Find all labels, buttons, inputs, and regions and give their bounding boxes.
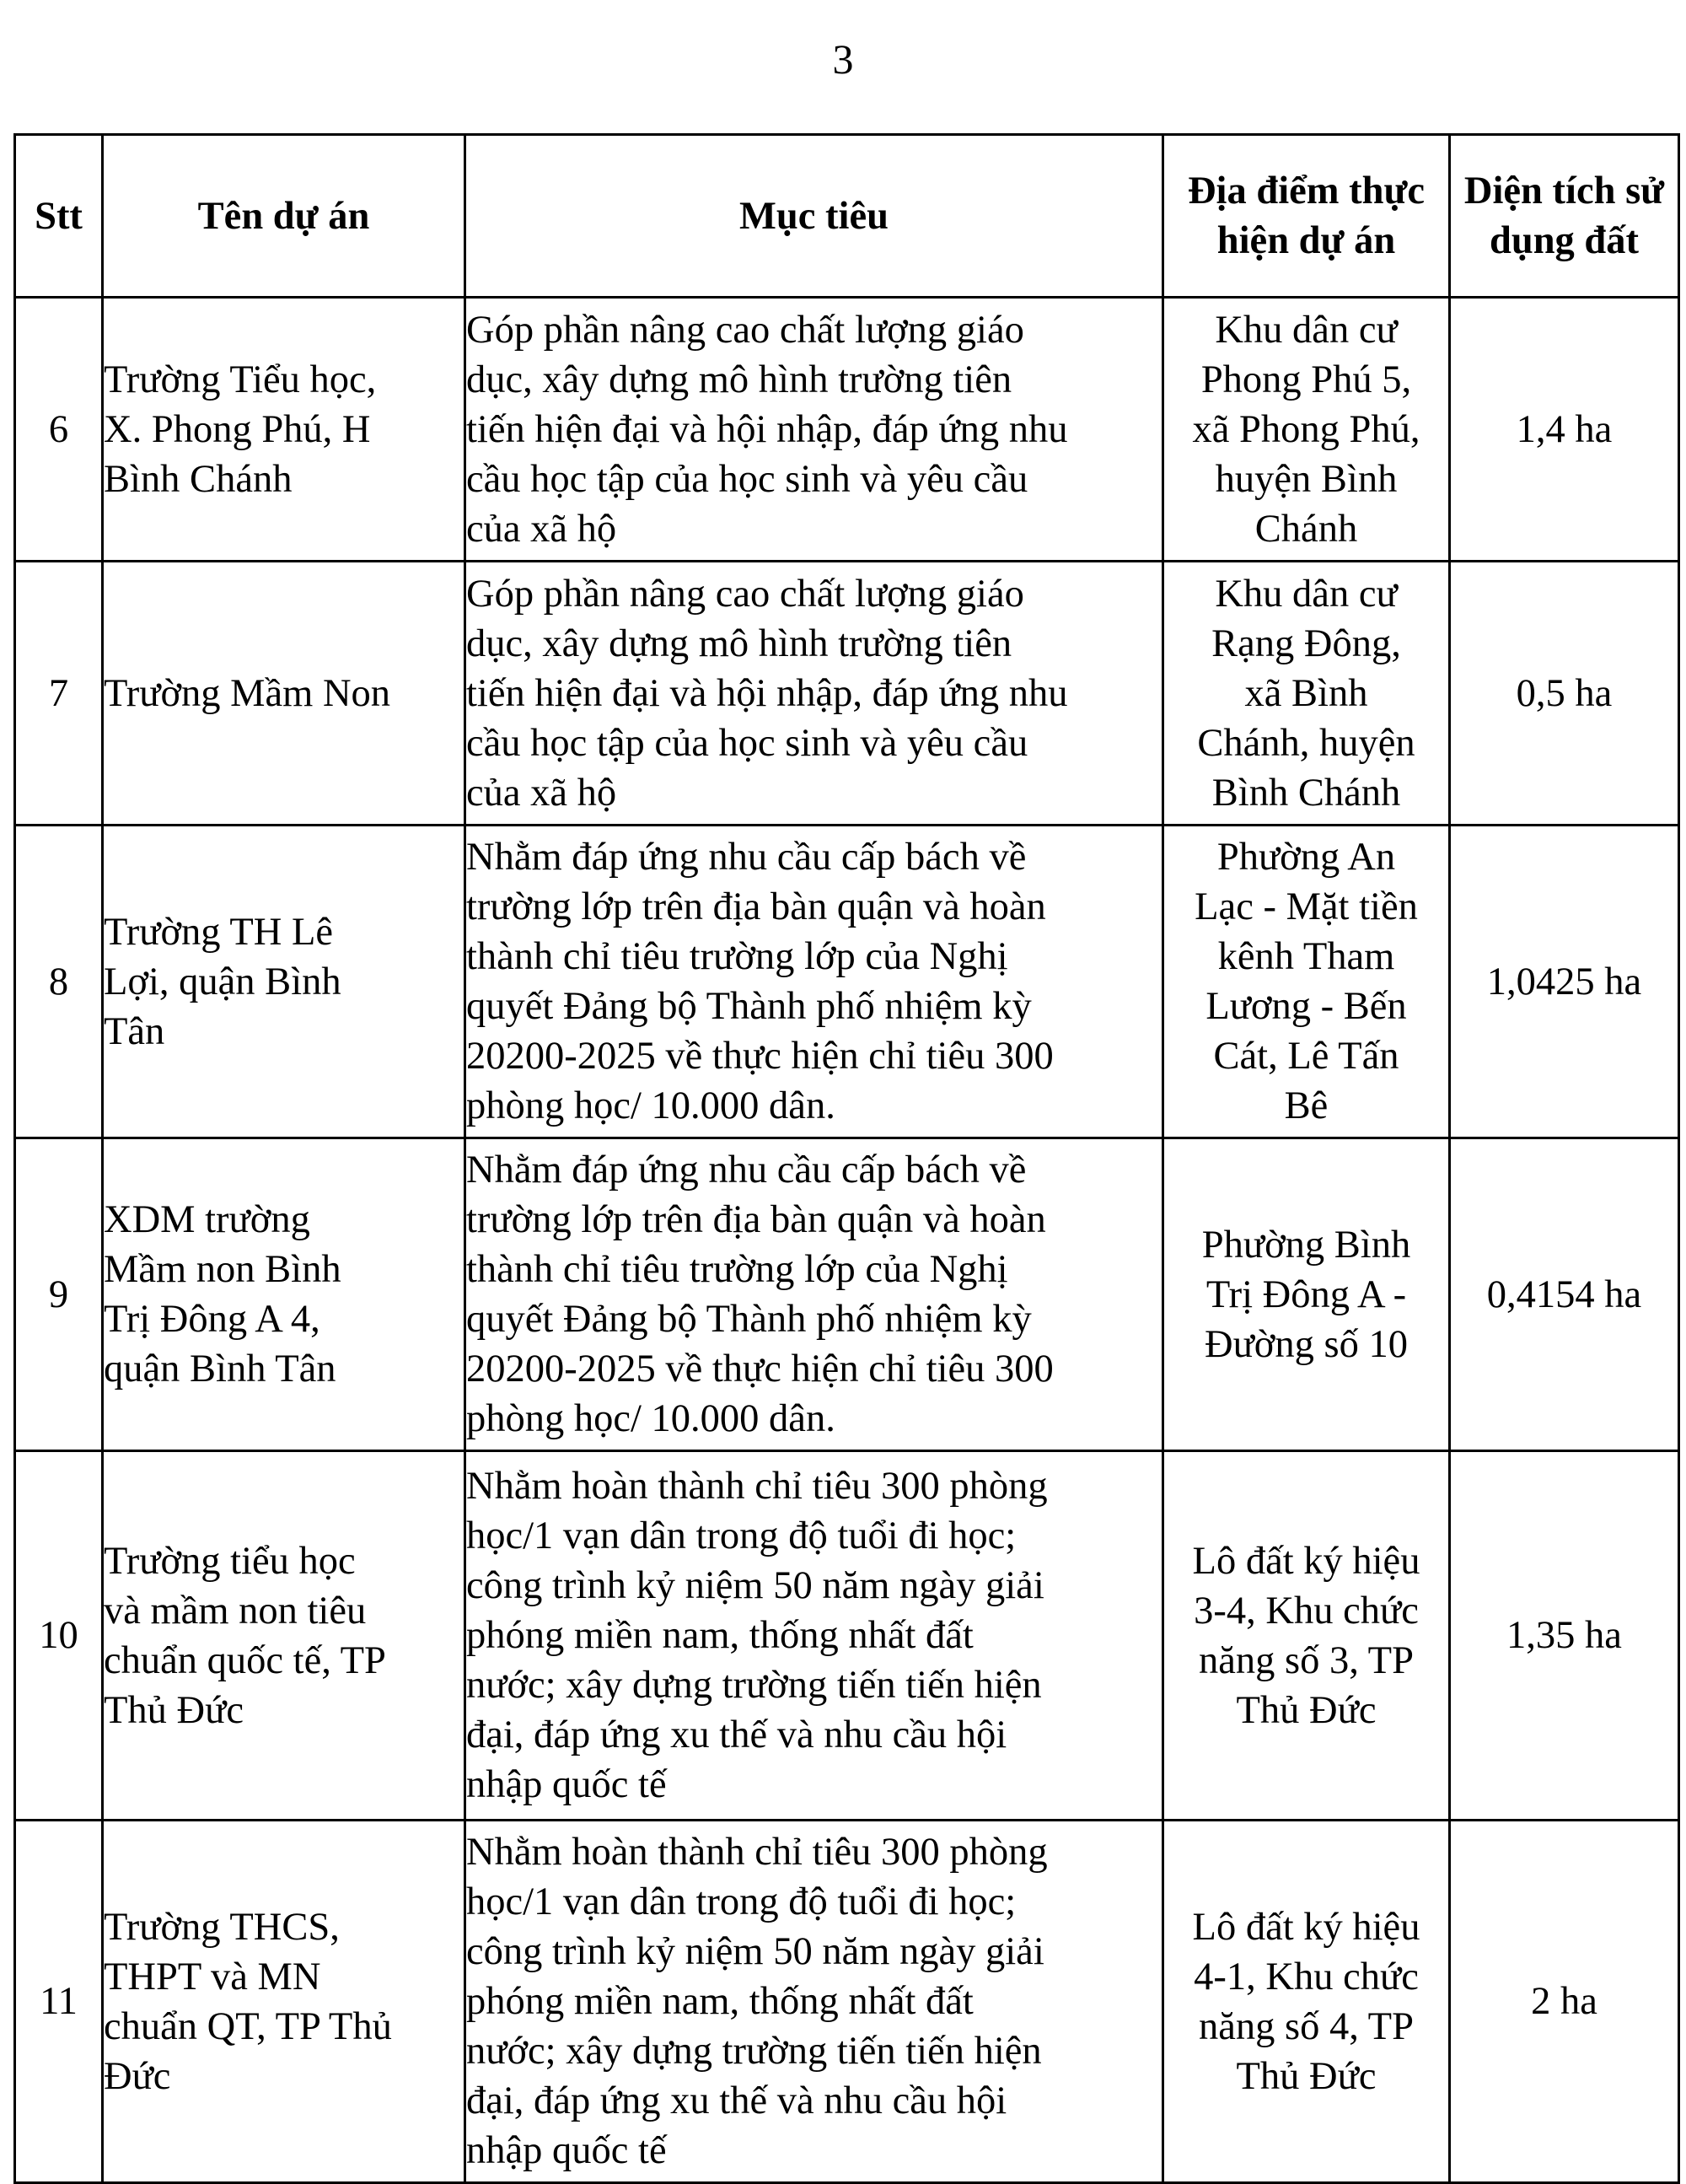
page-number: 3 xyxy=(832,35,854,83)
cell-location: Khu dân cư Rạng Đông, xã Bình Chánh, huyện Bình Chánh xyxy=(1163,562,1450,826)
cell-land-area: 0,5 ha xyxy=(1450,562,1679,826)
table-row xyxy=(15,1821,1679,2183)
table-row xyxy=(15,562,1679,826)
cell-land-area: 2 ha xyxy=(1450,1821,1679,2183)
cell-goal: Góp phần nâng cao chất lượng giáo dục, xây dựng mô hình trường tiên tiến hiện đại và hội nhập, đáp ứng nhu cầu học tập của học sinh và yêu cầu của xã hộ xyxy=(465,562,1163,826)
table-header-row xyxy=(15,135,1679,298)
cell-location: Phường Bình Trị Đông A - Đường số 10 xyxy=(1163,1138,1450,1451)
cell-goal: Nhằm đáp ứng nhu cầu cấp bách về trường lớp trên địa bàn quận và hoàn thành chỉ tiêu trường lớp của Nghị quyết Đảng bộ Thành phố nhiệm kỳ 20200-2025 về thực hiện chỉ tiêu 300 phòng học/ 10.000 dân. xyxy=(465,826,1163,1138)
cell-location: Phường An Lạc - Mặt tiền kênh Tham Lương - Bến Cát, Lê Tấn Bê xyxy=(1163,826,1450,1138)
cell-project-name: Trường tiểu học và mầm non tiêu chuẩn quốc tế, TP Thủ Đức xyxy=(103,1451,465,1821)
cell-location: Lô đất ký hiệu 4-1, Khu chức năng số 4, TP Thủ Đức xyxy=(1163,1821,1450,2183)
cell-goal: Nhằm hoàn thành chỉ tiêu 300 phòng học/1 vạn dân trong độ tuổi đi học; công trình kỷ niệm 50 năm ngày giải phóng miền nam, thống nhất đất nước; xây dựng trường tiến tiến hiện đại, đáp ứng xu thế và nhu cầu hội nhập quốc tế xyxy=(465,1451,1163,1821)
cell-project-name: Trường THCS, THPT và MN chuẩn QT, TP Thủ Đức xyxy=(103,1821,465,2183)
cell-stt: 9 xyxy=(15,1138,103,1451)
header-land-area: Diện tích sử dụng đất xyxy=(1450,135,1679,298)
cell-location: Lô đất ký hiệu 3-4, Khu chức năng số 3, TP Thủ Đức xyxy=(1163,1451,1450,1821)
cell-stt: 10 xyxy=(15,1451,103,1821)
cell-location: Khu dân cư Phong Phú 5, xã Phong Phú, huyện Bình Chánh xyxy=(1163,298,1450,562)
cell-project-name: XDM trường Mầm non Bình Trị Đông A 4, quận Bình Tân xyxy=(103,1138,465,1451)
header-goal: Mục tiêu xyxy=(465,135,1163,298)
cell-stt: 7 xyxy=(15,562,103,826)
cell-stt: 6 xyxy=(15,298,103,562)
cell-land-area: 1,35 ha xyxy=(1450,1451,1679,1821)
table-row xyxy=(15,1138,1679,1451)
header-stt: Stt xyxy=(15,135,103,298)
cell-goal: Nhằm đáp ứng nhu cầu cấp bách về trường lớp trên địa bàn quận và hoàn thành chỉ tiêu trường lớp của Nghị quyết Đảng bộ Thành phố nhiệm kỳ 20200-2025 về thực hiện chỉ tiêu 300 phòng học/ 10.000 dân. xyxy=(465,1138,1163,1451)
cell-land-area: 1,4 ha xyxy=(1450,298,1679,562)
projects-table xyxy=(13,133,1680,2184)
table-row xyxy=(15,826,1679,1138)
cell-project-name: Trường Mầm Non xyxy=(103,562,465,826)
cell-project-name: Trường TH Lê Lợi, quận Bình Tân xyxy=(103,826,465,1138)
table-row xyxy=(15,1451,1679,1821)
cell-stt: 8 xyxy=(15,826,103,1138)
cell-goal: Góp phần nâng cao chất lượng giáo dục, xây dựng mô hình trường tiên tiến hiện đại và hội nhập, đáp ứng nhu cầu học tập của học sinh và yêu cầu của xã hộ xyxy=(465,298,1163,562)
cell-stt: 11 xyxy=(15,1821,103,2183)
cell-goal: Nhằm hoàn thành chỉ tiêu 300 phòng học/1 vạn dân trong độ tuổi đi học; công trình kỷ niệm 50 năm ngày giải phóng miền nam, thống nhất đất nước; xây dựng trường tiến tiến hiện đại, đáp ứng xu thế và nhu cầu hội nhập quốc tế xyxy=(465,1821,1163,2183)
header-location: Địa điểm thực hiện dự án xyxy=(1163,135,1450,298)
table-row xyxy=(15,298,1679,562)
cell-land-area: 0,4154 ha xyxy=(1450,1138,1679,1451)
cell-project-name: Trường Tiểu học, X. Phong Phú, H Bình Chánh xyxy=(103,298,465,562)
header-project-name: Tên dự án xyxy=(103,135,465,298)
cell-land-area: 1,0425 ha xyxy=(1450,826,1679,1138)
